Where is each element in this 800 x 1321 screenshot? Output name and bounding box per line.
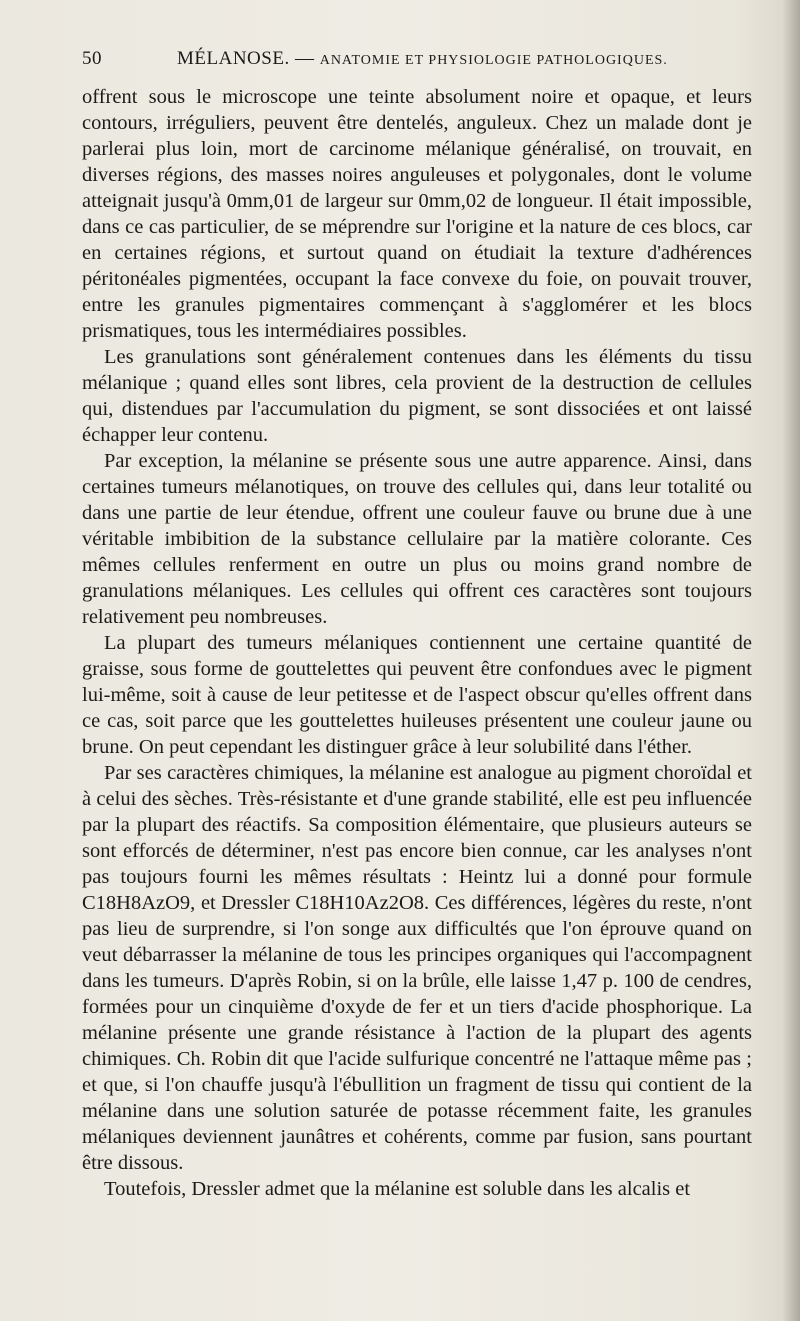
title-main: MÉLANOSE. — [177, 48, 290, 69]
paragraph: Par exception, la mélanine se présente sous une autre apparence. Ainsi, dans certaines tumeurs mélanotiques, on trouve des cellules qui, dans leur totalité ou dans une partie de leur étendue, offrent une couleur fauve ou brune due à une véritable imbibition de la substance cellulaire par la matière colorante. Ces mêmes cellules renferment en outre un plus ou moins grand nombre de granulations mélaniques. Les cellules qui offrent ces caractères sont toujours relativement peu nombreuses. — [82, 450, 752, 628]
paragraph: La plupart des tumeurs mélaniques contiennent une certaine quantité de graisse, sous forme de gouttelettes qui peuvent être confondues avec le pigment lui-même, soit à cause de leur petitesse et de l'aspect obscur qu'elles offrent dans ce cas, soit parce que les gouttelettes huileuses présentent une couleur jaune ou brune. On peut cependant les distinguer grâce à leur solubilité dans l'éther. — [82, 632, 752, 758]
body-text — [82, 84, 752, 1202]
title-sub: ANATOMIE ET PHYSIOLOGIE PATHOLOGIQUES. — [319, 53, 668, 68]
title-dash: — — [294, 48, 315, 69]
paragraph: offrent sous le microscope une teinte absolument noire et opaque, et leurs contours, irréguliers, peuvent être dentelés, anguleux. Chez un malade dont je parlerai plus loin, mort de carcinome mélanique généralisé, on trouvait, en diverses régions, des masses noires anguleuses et polygonales, dont le volume atteignait jusqu'à 0mm,01 de largeur sur 0mm,02 de longueur. Il était impossible, dans ce cas particulier, de se méprendre sur l'origine et la nature de ces blocs, car en certaines régions, et surtout quand on étudiait la texture d'adhérences péritonéales pigmentées, occupant la face convexe du foie, on pouvait trouver, entre les granules pigmentaires commençant à s'agglomérer et les blocs prismatiques, tous les intermédiaires possibles. — [82, 86, 752, 342]
paragraph: Par ses caractères chimiques, la mélanine est analogue au pigment choroïdal et à celui des sèches. Très-résistante et d'une grande stabilité, elle est peu influencée par la plupart des réactifs. Sa composition élémentaire, que plusieurs auteurs se sont efforcés de déterminer, n'est pas encore bien connue, car les analyses n'ont pas toujours fourni les mêmes résultats : Heintz lui a donné pour formule C18H8AzO9, et Dressler C18H10Az2O8. Ces différences, légères du reste, n'ont pas lieu de surprendre, si l'on songe aux difficultés que l'on éprouve quand on veut débarrasser la mélanine de tous les principes organiques qui l'accompagnent dans les tumeurs. D'après Robin, si on la brûle, elle laisse 1,47 p. 100 de cendres, formées pour un cinquième d'oxyde de fer et un tiers d'acide phosphorique. La mélanine présente une grande résistance à l'action de la plupart des agents chimiques. Ch. Robin dit que l'acide sulfurique concentré ne l'attaque même pas ; et que, si l'on chauffe jusqu'à l'ébullition un fragment de tissu qui contient de la mélanine dans une solution saturée de potasse récemment faite, les granules mélaniques deviennent jaunâtres et cohérents, comme par fusion, sans pourtant être dissous. — [82, 762, 752, 1174]
paragraph: Toutefois, Dressler admet que la mélanine est soluble dans les alcalis et — [104, 1178, 691, 1200]
page-number: 50 — [82, 48, 102, 69]
binding-shadow — [782, 0, 800, 1321]
running-header — [82, 48, 752, 78]
running-title — [177, 48, 668, 70]
paragraph: Les granulations sont généralement contenues dans les éléments du tissu mélanique ; quand elles sont libres, cela provient de la destruction de cellules qui, distendues par l'accumulation du pigment, se sont dissociées et ont laissé échapper leur contenu. — [82, 346, 752, 446]
